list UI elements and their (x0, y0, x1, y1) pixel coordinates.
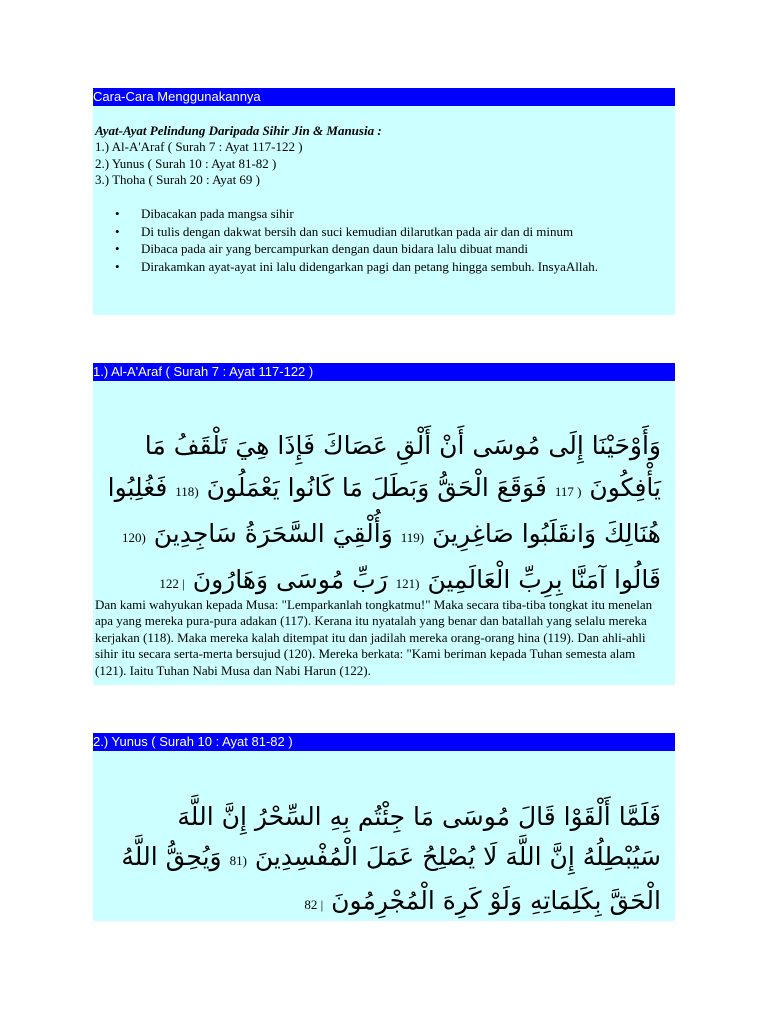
verse: قَالُوا آمَنَّا بِرِبِّ الْعَالَمِينَ (427, 565, 661, 594)
ref-line: 3.) Thoha ( Surah 20 : Ayat 69 ) (95, 171, 261, 187)
list-item-text: Dirakamkan ayat-ayat ini lalu didengarkan pagi dan petang hingga sembuh. InsyaAllah. (141, 258, 599, 274)
list-item (93, 258, 675, 276)
verse-number: (81 (229, 853, 247, 868)
bullet-icon: • (115, 206, 120, 222)
list-item-text: Dibaca pada air yang bercampurkan dengan daun bidara lalu dibuat mandi (141, 241, 528, 257)
list-item-text: Di tulis dengan dakwat bersih dan suci kemudian dilarutkan pada air dan di minum (141, 223, 574, 239)
araf-arabic-text (93, 381, 675, 594)
usage-body (93, 106, 675, 188)
verse-number: (118 (175, 484, 199, 499)
bullet-icon: • (115, 241, 120, 257)
usage-title-bar: Cara-Cara Menggunakannya (93, 88, 675, 106)
verse-number: (121 (395, 576, 420, 591)
verse: فَوَقَعَ الْحَقُّ وَبَطَلَ مَا كَانُوا يَعْمَلُونَ (206, 473, 547, 502)
verse-number: ( 117 (554, 484, 582, 499)
usage-section (93, 88, 675, 315)
yunus-section (93, 733, 675, 921)
araf-section (93, 363, 675, 685)
yunus-arabic-text (93, 751, 675, 921)
verse-number: | 122 (159, 576, 185, 591)
verse: وَأُلْقِيَ السَّحَرَةُ سَاجِدِينَ (153, 519, 393, 548)
ref-line: 1.) Al-A'Araf ( Surah 7 : Ayat 117-122 ) (95, 139, 303, 155)
verse: وَيُحِقُّ اللَّهُ الْحَقَّ بِكَلِمَاتِهِ وَلَوْ كَرِهَ الْمُجْرِمُونَ (121, 842, 661, 915)
list-item (93, 223, 675, 241)
usage-bullet-list (93, 205, 675, 275)
bullet-icon: • (115, 258, 120, 274)
verse-number: (119 (400, 530, 425, 545)
ref-line: 2.) Yunus ( Surah 10 : Ayat 81-82 ) (95, 155, 277, 171)
list-item (93, 240, 675, 258)
verse-number: | 82 (304, 897, 324, 912)
araf-title-bar: 1.) Al-A'Araf ( Surah 7 : Ayat 117-122 ) (93, 363, 675, 381)
yunus-title-bar: 2.) Yunus ( Surah 10 : Ayat 81-82 ) (93, 733, 675, 751)
verse-number: (120 (121, 530, 146, 545)
usage-heading: Ayat-Ayat Pelindung Daripada Sihir Jin & Manusia : (95, 123, 382, 138)
verse: رَبِّ مُوسَى وَهَارُونَ (192, 565, 388, 594)
list-item-text: Dibacakan pada mangsa sihir (141, 206, 294, 222)
verse: فَلَمَّا أَلْقَوْا قَالَ مُوسَى مَا جِئْتُم بِهِ السِّحْرُ إِنَّ اللَّهَ سَيُبْطِلُهُ إِنَّ اللَّهَ لَا يُصْلِحُ عَمَلَ الْمُفْسِدِينَ (177, 802, 661, 871)
verse: وَأَوْحَيْنَا إِلَى مُوسَى أَنْ أَلْقِ عَصَاكَ فَإِذَا هِيَ تَلْقَفُ مَا يَأْفِكُونَ (144, 431, 661, 502)
verse: فَغُلِبُوا هُنَالِكَ وَانقَلَبُوا صَاغِرِينَ (107, 473, 661, 548)
list-item (93, 205, 675, 223)
araf-translation: Dan kami wahyukan kepada Musa: "Lemparkanlah tongkatmu!" Maka secara tiba-tiba tongkat itu menelan apa yang mereka pura-pura adakan (117). Kerana itu nyatalah yang benar dan batallah yang selalu mereka kerjakan (118). Maka mereka kalah ditempat itu dan jadilah mereka orang-orang hina (119). Dan ahli-ahli sihir itu secara serta-merta bersujud (120). Mereka berkata: "Kami beriman kepada Tuhan semesta alam (121). Iaitu Tuhan Nabi Musa dan Nabi Harun (122). (95, 597, 653, 678)
bullet-icon: • (115, 223, 120, 239)
